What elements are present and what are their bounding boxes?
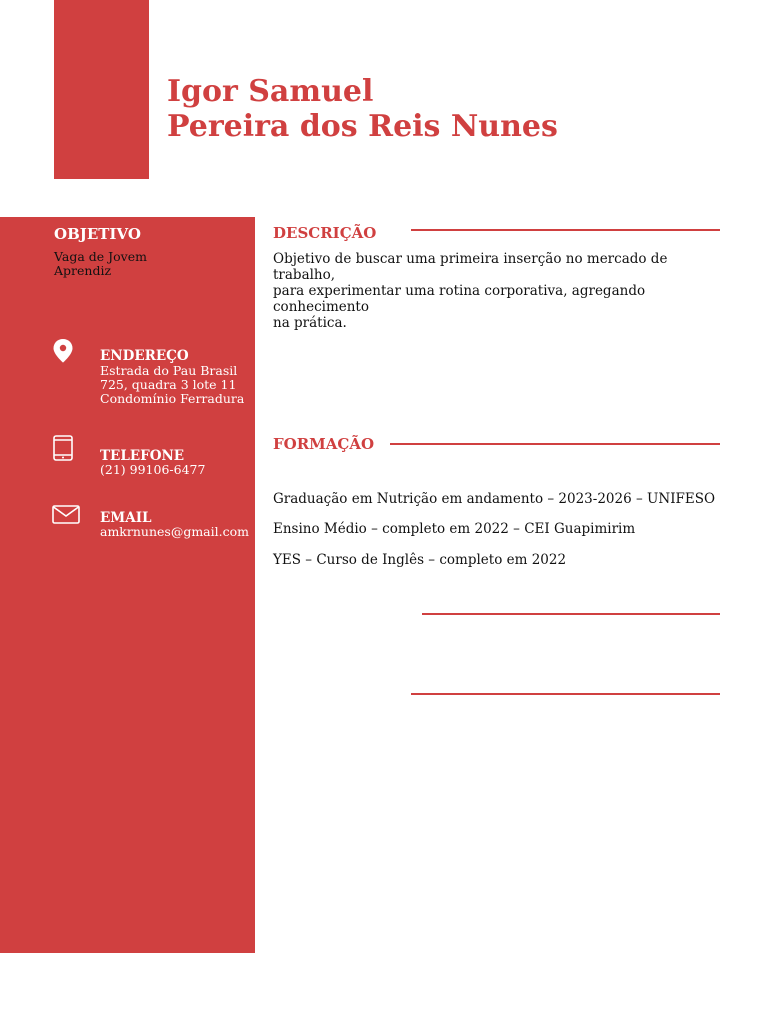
email-label: EMAIL [100,510,152,526]
location-pin-icon [52,338,76,364]
description-line-3: na prática. [273,315,347,331]
description-line-2: para experimentar uma rotina corporativa, agregando conhecimento [273,283,646,315]
objective-text [54,250,174,278]
section-divider [411,693,720,695]
phone-icon [52,435,76,461]
address-value [100,364,250,406]
description-text [273,251,723,331]
address-line-3: Condomínio Ferradura [100,391,245,406]
description-heading: DESCRIÇÃO [273,224,377,242]
education-item: Graduação em Nutrição em andamento – 2023-2026 – UNIFESO [273,491,716,507]
description-line-1: Objetivo de buscar uma primeira inserção no mercado de trabalho, [273,251,668,283]
phone-label: TELEFONE [100,448,185,464]
address-line-2: 725, quadra 3 lote 11 [100,377,237,392]
objective-line-2: Aprendiz [54,263,112,278]
envelope-icon [52,505,80,531]
education-divider [390,443,720,445]
education-item: YES – Curso de Inglês – completo em 2022 [273,552,567,568]
header-accent-block [54,0,149,179]
education-heading: FORMAÇÃO [273,435,375,453]
address-label: ENDEREÇO [100,348,189,364]
section-divider [422,613,720,615]
address-line-1: Estrada do Pau Brasil [100,363,238,378]
email-value: amkrnunes@gmail.com [100,524,249,539]
objective-line-1: Vaga de Jovem [54,249,147,264]
candidate-name [167,74,558,144]
name-line-2: Pereira dos Reis Nunes [167,109,558,144]
education-item: Ensino Médio – completo em 2022 – CEI Guapimirim [273,521,636,537]
description-divider [411,229,720,231]
sidebar [0,217,255,953]
phone-value: (21) 99106-6477 [100,462,206,477]
name-line-1: Igor Samuel [167,74,374,109]
objective-heading: OBJETIVO [54,225,141,243]
